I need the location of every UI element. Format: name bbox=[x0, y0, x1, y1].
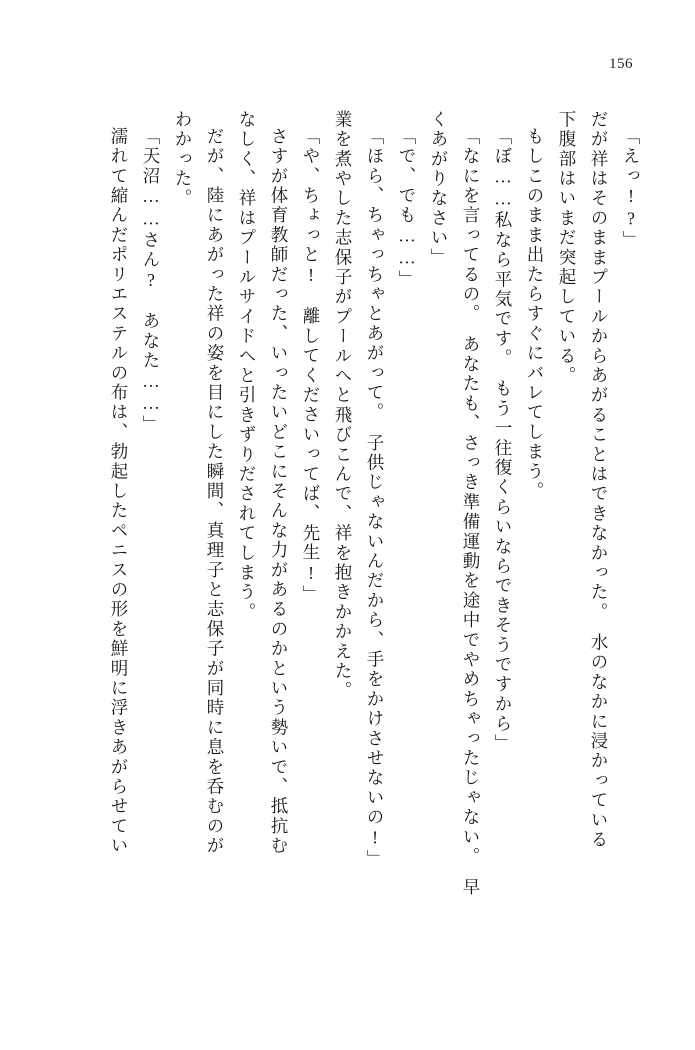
text-line: 「天沼……さん? あなた……」 bbox=[141, 127, 161, 435]
text-line: だが祥はそのままプールからあがることはできなかった。 水のなかに浸かっている bbox=[589, 110, 609, 850]
text-line: くあがりなさい」 bbox=[429, 110, 449, 268]
text-line: だが、陸にあがった祥の姿を目にした瞬間、真理子と志保子が同時に息を呑むのが bbox=[205, 127, 225, 856]
text-line: もしこのまま出たらすぐにバレてしまう。 bbox=[525, 127, 545, 502]
text-line: 「ぼ……私なら平気です。 もう一往復くらいならできそうですから」 bbox=[493, 127, 513, 754]
text-line: さすが体育教師だった、いったいどこにそんな力があるのかという勢いで、抵抗む bbox=[269, 127, 289, 856]
text-line: 下腹部はいまだ突起している。 bbox=[557, 110, 577, 386]
text-line: 「や、ちょっと! 離してくださいってば、先生!」 bbox=[301, 127, 321, 605]
text-line: 「えっ!?」 bbox=[621, 127, 641, 251]
page-number: 156 bbox=[609, 56, 633, 72]
text-line: わかった。 bbox=[173, 110, 193, 209]
text-line: 業を煮やした志保子がプールへと飛びこんで、祥を抱きかかえた。 bbox=[333, 110, 353, 701]
text-line: 「ほら、ちゃっちゃとあがって。 子供じゃないんだから、手をかけさせないの!」 bbox=[365, 127, 385, 870]
text-line: 「なにを言ってるの。 あなたも、さっき準備運動を途中でやめちゃったじゃない。 早 bbox=[461, 127, 481, 898]
vertical-text-body bbox=[52, 110, 639, 1002]
text-line: なしく、祥はプールサイドへと引きずりだされてしまう。 bbox=[237, 110, 257, 623]
text-line: 濡れて縮んだポリエステルの布は、勃起したペニスの形を鮮明に浮きあがらせてい bbox=[109, 127, 129, 856]
text-line: 「で、でも……」 bbox=[397, 127, 417, 290]
